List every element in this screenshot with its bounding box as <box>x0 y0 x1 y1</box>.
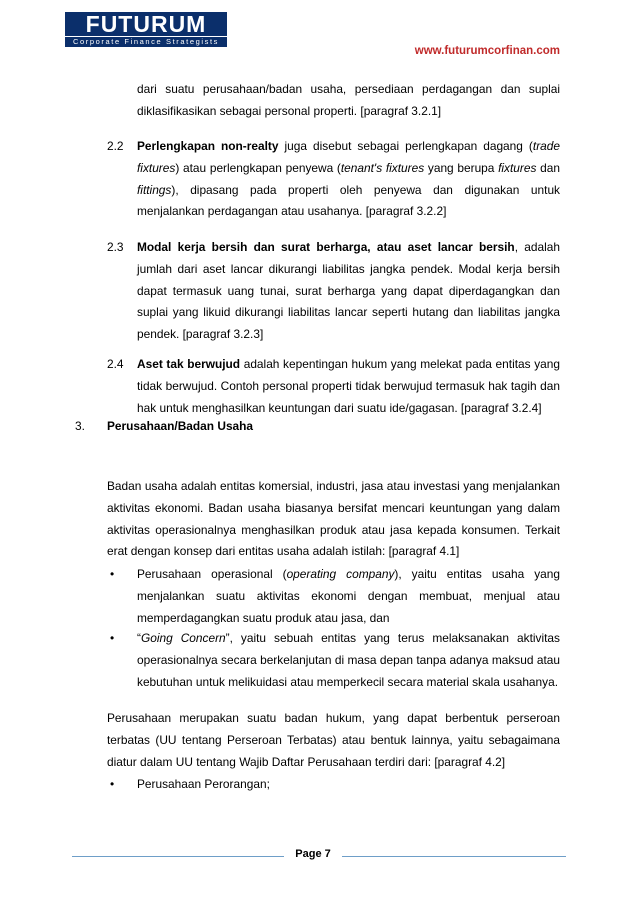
text: ”, yaitu sebuah entitas yang terus melaksanakan aktivitas operasionalnya secara berkelanjutan di masa depan tanpa adanya maksud atau kebutuhan untuk melikuidasi atau memperkecil secara material skala usahanya. <box>137 631 560 689</box>
bullet-item-going-concern <box>137 628 560 693</box>
section-number-2-2: 2.2 <box>107 139 124 153</box>
bullet-marker: • <box>110 777 115 791</box>
text: yang berupa <box>424 160 499 175</box>
text: juga disebut sebagai perlengkapan dagang ( <box>278 139 533 153</box>
footer-divider-right <box>342 856 566 857</box>
section-number-3: 3. <box>75 419 85 433</box>
logo-tagline: Corporate Finance Strategists <box>65 37 227 47</box>
logo-wordmark: FUTURUM <box>65 12 227 36</box>
section-2-4-paragraph <box>137 354 560 419</box>
bullet-marker: • <box>110 631 115 645</box>
page-number: Page 7 <box>295 848 331 860</box>
bullet-item-operating-company <box>137 564 560 629</box>
section-number-2-4: 2.4 <box>107 357 124 371</box>
text: dan <box>536 160 560 175</box>
footer-divider-left <box>72 856 284 857</box>
italic-term: trade fixtures <box>137 139 561 175</box>
section-number-2-3: 2.3 <box>107 240 124 254</box>
text: adalah kepentingan hukum yang melekat pada entitas yang tidak berwujud. Contoh personal properti tidak berwujud termasuk hak tagih dan hak untuk menghasilkan keuntungan dari suatu ide/gagasan. [paragraf 3.2.4] <box>137 357 560 415</box>
italic-term: fixtures <box>498 160 537 175</box>
term-aset-tak-berwujud: Aset tak berwujud <box>137 357 241 371</box>
website-url[interactable]: www.futurumcorfinan.com <box>414 45 560 57</box>
italic-term: operating company <box>286 567 395 581</box>
text: ), dipasang pada properti oleh penyewa dan digunakan untuk menjalankan perdagangan atau usahanya. [paragraf 3.2.2] <box>137 182 560 219</box>
text: “ <box>137 631 141 645</box>
section-3-paragraph-2: Perusahaan merupakan suatu badan hukum, yang dapat berbentuk perseroan terbatas (UU tentang Perseroan Terbatas) atau bentuk lainnya, yaitu sebagaimana diatur dalam UU tentang Wajib Daftar Perusahaan terdiri dari: [paragraf 4.2] <box>107 711 560 769</box>
text: , adalah jumlah dari aset lancar dikurangi liabilitas jangka pendek. Modal kerja bersih dapat termasuk uang tunai, surat berharga yang dapat diperdagangkan dan suplai yang likuid dikurangi liabilitas lancar seperti hutang dan liabilitas jangka pendek. [paragraf 3.2.3] <box>137 240 560 342</box>
section-2-2-paragraph <box>137 136 560 223</box>
term-non-realty: Perlengkapan non-realty <box>137 139 279 153</box>
text: ) atau perlengkapan penyewa ( <box>175 160 341 175</box>
italic-term: Going Concern <box>140 631 226 645</box>
intro-paragraph: dari suatu perusahaan/badan usaha, persediaan perdagangan dan suplai diklasifikasikan sebagai personal properti. [paragraf 3.2.1] <box>137 82 560 118</box>
bullet-item-perusahaan-perorangan: Perusahaan Perorangan; <box>137 777 270 791</box>
term-modal-kerja: Modal kerja bersih dan surat berharga, atau aset lancar bersih <box>137 240 515 254</box>
section-3-heading: Perusahaan/Badan Usaha <box>107 419 254 433</box>
section-2-3-paragraph <box>137 237 560 346</box>
section-3-paragraph-1: Badan usaha adalah entitas komersial, industri, jasa atau investasi yang menjalankan aktivitas ekonomi. Badan usaha biasanya bersifat mencari keuntungan yang dalam aktivitas operasionalnya menghasilkan produk atau jasa kepada konsumen. Terkait erat dengan konsep dari entitas usaha adalah istilah: [paragraf 4.1] <box>107 479 560 559</box>
text: Perusahaan operasional ( <box>137 567 287 581</box>
bullet-marker: • <box>110 567 115 581</box>
text: ), yaitu entitas usaha yang menjalankan suatu aktivitas ekonomi dengan membuat, menjual atau memperdagangkan suatu produk atau jasa, dan <box>137 567 560 625</box>
italic-term: fittings <box>137 182 172 197</box>
company-logo <box>65 12 227 46</box>
italic-term: tenant's fixtures <box>340 160 425 175</box>
